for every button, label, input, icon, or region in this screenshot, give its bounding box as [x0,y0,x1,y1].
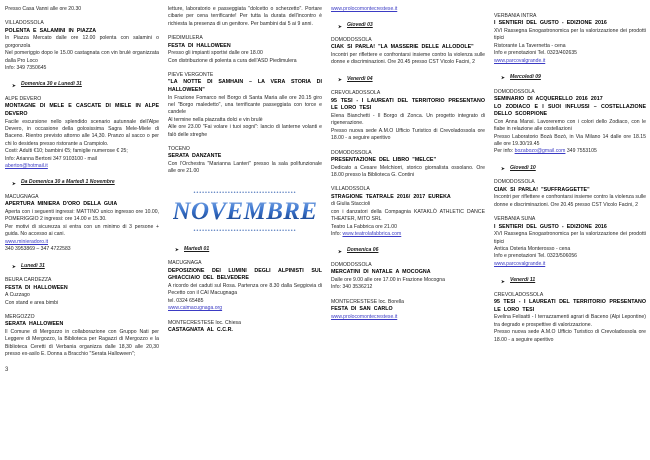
event-title: DEPOSIZIONE DEI LUMINI DEGLI ALPINISTI SUL GHIACCIAIO DEL BELVEDERE [168,267,322,282]
event-detail: Teatro La Fabbrica ore 21.00 [331,223,397,230]
event-title: FESTA DI HALLOWEEN [5,284,68,291]
event-detail: di Giulia Staccioli [331,201,371,208]
event-detail: Ristorante La Tavernetta - cena [494,42,566,49]
event-location: TOCENO [168,146,190,153]
event-detail: Info: 340 3536212 [331,284,373,291]
event-title: MERCATINI DI NATALE A MOCOGNA [331,269,431,276]
event-location: MACUGNAGA [168,260,202,267]
event-detail: Incontri per riflettere e confrontarsi insieme contro la violenza sulle donne e discriminazioni. Ore 20.45 presso CST Vicolo Facini, 2 [494,194,646,208]
event-location: DOMODOSSOLA [331,37,372,43]
event-link[interactable]: www.prolocomontecrestese.it [331,313,398,320]
event-detail: tel. 0324 65485 [168,297,204,304]
date-heading: ➤ Da Domenica 30 a Martedì 1 Novembre [21,179,159,187]
event-link[interactable]: www.parcovalgrande.it [494,57,546,64]
detail-suffix: 349 7553105 [565,148,597,155]
event-title: APERTURA MINIERA D'ORO DELLA GUIA [5,201,118,208]
event-link[interactable]: www.parcovalgrande.it [494,260,546,267]
event-title: FESTA DI HALLOWEEN [168,42,231,49]
event-location: DOMODOSSOLA [331,262,372,269]
event-detail: Evelina Felisatti - I terrazzamenti agrari di Baceno (Alpi Lepontine) tra degrado e prospettive di valorizzazione. [494,314,646,328]
event-detail: Nel pomeriggio dopo le 15.00 castagnata con vin brulé organizzata dalla Pro Loco [5,50,159,64]
event-location: MERGOZZO [5,313,35,320]
banner-divider-bottom: •••••••••••••••••••••••••••••••••••• [193,227,297,234]
column-3 [331,6,485,454]
date-heading: ➤ Giovedì 10 [510,165,646,173]
column-layout [5,6,645,454]
event-title: SEMINARIO DI ACQUERELLO 2016 2017 [494,96,603,103]
event-detail: letture, laboratorio e passeggiata "dolcetto o scherzetto". Portare cibarie per cena terrificante! Per tutta la durata dell'incontro è richiesta la presenza di un genitore. Per bambini dai 5 ai 9 anni. [168,6,322,27]
event-detail: In Piazza Mercato dalle ore 12.00 polenta con salamini o gorgonzola [5,35,159,49]
event-title: CIAK SI PARLA! "LA MASSERIE DELLE ALLODOLE" [331,44,474,51]
event-detail: Costi: Adulti €10; bambini €5; famiglie numerose € 25; [5,148,128,155]
event-location: VILLADOSSOLA [331,186,370,193]
date-heading: ➤ Domenica 06 [347,247,485,255]
date-heading: ➤ Lunedì 31 [21,263,159,271]
event-location: VERBANIA INTRA [494,13,537,19]
event-detail: con i danzatori della Compagnia KATAKLÒ ATHLETIC DANCE THEATER, MITO SRL [331,208,485,223]
event-link[interactable]: www.prolocomontecrestese.it [331,6,398,12]
event-detail: Dalle ore 9.00 alle ore 17.00 in Frazione Mocogna [331,277,445,284]
event-location: CREVOLADOSSOLA [331,90,381,97]
event-detail: Facile escursione nello splendido scenario autunnale dell'Alpe Devero, in occasione della golosissima Sagra Mele-Miele di Baceno. Rientro previsto attorno alle 14,30. Pranzo al sacco o per chi lo desidera presso ristorante a Crampiolo. [5,118,159,147]
event-link[interactable]: www.minieradoro.it [5,238,49,245]
event-detail: Incontri per riflettere e confrontarsi insieme contro la violenza sulle donne e discriminazioni. Ore 20.45 presso CST Vicolo Facini, 2 [331,52,485,66]
event-detail: Info: 349 7350645 [5,65,47,72]
event-location: MONTECRESTESE loc. Chiesa [168,319,241,326]
event-detail: XVI Rassegna Enogastronomica per la valorizzazione dei prodotti tipici [494,231,646,245]
detail-prefix: Per info: [494,148,515,155]
event-title: MONTAGNE DI MELE E CASCATE DI MIELE IN ALPE DEVERO [5,103,159,118]
event-title: CIAK SI PARLA! "SUFFRAGGETTE" [494,186,590,193]
event-detail: Con stand e area bimbi [5,299,59,306]
event-detail: Info: Arianna Bertoni 347 9103100 - mail [5,155,97,162]
event-title: POLENTA E SALAMINI IN PIAZZA [5,27,97,34]
event-detail: Con Anna Mansi. Lavoreremo con i colori dello Zodiaco, con le fiabe in relazione alle costellazioni [494,118,646,133]
column-1 [5,6,159,454]
event-title: PRESENTAZIONE DEL LIBRO "MELCE" [331,157,437,164]
date-heading: ➤ Venerdì 11 [510,277,646,285]
event-detail: Presso nuova sede A.M.O Ufficio Turistico di Crevoladossola ore 18.00 - a seguire aperitivo [331,127,485,142]
event-detail: 340 3953869 – 347 4722583 [5,246,71,253]
event-title: STRAGIONE TEATRALE 2016/ 2017 EUREKA [331,193,451,200]
event-detail: XVI Rassegna Enogastronomica per la valorizzazione dei prodotti tipici [494,28,646,42]
date-heading: ➤ Venerdì 04 [347,76,485,84]
event-detail: A ricordo dei caduti sul Rosa. Partenza ore 8.30 dalla Seggiovia di Pecetto con il CAI Macugnaga [168,283,322,297]
event-location: VERBANIA SUNA [494,216,536,223]
month-banner [168,190,322,234]
detail-prefix: Info: [331,231,343,238]
event-title: CASTAGNATA AL C.C.R. [168,327,233,334]
event-detail: Presso Laboratorio Bozà Bozò, in Via Milano 14 dalle ore 18.15 alle ore 19.30/19.45 [494,133,646,148]
event-detail: Alle ore 23.00 "Fai volare i tuoi sogni": lancio di lanterne volanti e falò delle streghe [168,124,322,138]
event-location: MACUGNAGA [5,194,39,201]
event-location: PIEVE VERGONTE [168,72,214,79]
event-title: I SENTIERI DEL GUSTO - EDIZIONE 2016 [494,223,607,230]
event-title: I SENTIERI DEL GUSTO - EDIZIONE 2016 [494,20,607,27]
event-detail: Dedicato a Cesare Melchiorri, storico giornalista ossolano. Ore 18.00 presso la Biblioteca G. Contini [331,164,485,179]
event-detail: Antica Osteria Monterosso - cena [494,246,571,253]
event-location: DOMODOSSOLA [494,179,535,186]
page-number: 3 [5,366,9,373]
event-detail: Con distribuzione di polenta a cura dell'ASD Piedimulera [168,57,297,64]
event-detail: A Cuzzago [5,292,30,299]
event-title: 95 TESI - I LAUREATI DEL TERRITORIO PRESENTANO LE LORO TESI [331,97,485,112]
event-detail: Aperta con i seguenti ingressi: MATTINO unico ingresso ore 10.00, POMERIGGIO 2 ingressi: ore 14.00 e 15.30. [5,209,159,223]
event-detail-with-link [331,231,485,238]
event-detail: Info e prenotazioni Tel. 0323/402635 [494,50,578,57]
date-heading: ➤ Martedì 01 [184,246,322,254]
date-heading: ➤ Mercoledì 09 [510,74,646,82]
event-detail: Presso nuova sede A.M.O Ufficio Turistico di Crevoladossola ore 18.00 - a seguire aperitivo [494,329,646,343]
event-detail: Presso Casa Vanni alle ore 20.30 [5,6,82,12]
event-detail: Presso gli impianti sportivi dalle ore 18.00 [168,50,263,57]
event-link[interactable]: www.teatrolafabbrica.com [342,231,402,238]
column-2 [168,6,322,454]
event-location: CREVOLADOSSOLA [494,291,544,298]
banner-divider-top: •••••••••••••••••••••••••••••••••••• [193,189,297,196]
event-title: "LA NOTTE DI SAMHAIN – LA VERA STORIA DI HALLOWEEN" [168,79,322,94]
event-detail: In Frazione Fomarco nel Borgo di Santa Maria alle ore 20.15 giro nel "Borgo maledetto", una terrificante passeggiata con torce e candele [168,94,322,116]
event-detail: Con l'Orchestra "Marianna Lanteri" presso la sala polifunzionale alle ore 21.00 [168,161,322,175]
event-title: FESTA DI SAN CARLO [331,306,393,313]
event-link[interactable]: bozabozo@gmail.com [514,148,566,155]
event-location: ALPE DEVERO [5,96,42,103]
event-location: VILLADOSSOLA [5,20,44,27]
event-detail: Per motivi di sicurezza si entra con un minimo di 3 persone + guida. No accesso ai cani. [5,223,159,238]
event-detail: Elena Bianchetti - Il Borgo di Zonca. Un progetto integrato di rigenerazione. [331,113,485,127]
event-location: DOMODOSSOLA [331,149,372,156]
date-heading: ➤ Domenica 30 e Lunedì 31 [21,81,159,89]
event-title: SERATA HALLOWEEN [5,321,64,328]
event-location: BEURA CARDEZZA [5,277,52,284]
event-title: SERATA DANZANTE [168,153,222,160]
column-4 [494,6,646,454]
date-heading: ➤ Giovedì 03 [347,22,485,30]
event-location: DOMODOSSOLA [494,88,535,95]
event-location: MONTECRESTESE loc. Borella [331,298,404,305]
event-detail: Al termine nella piazzatta dolci e vin brulè [168,116,263,123]
event-title: 95 TESI - I LAUREATI DEL TERRITORIO PRESENTANO LE LORO TESI [494,299,646,313]
event-link[interactable]: www.caimacugnaga.org [168,305,223,312]
event-detail: Il Comune di Mergozzo in collaborazione con Gruppo Nati per Leggere di Mergozzo, la Biblioteca per Ragazzi di Mergozzo e la Biblioteca Ceretti di Verbania organizza dalle 18,30 alle 20,30 presso ex-asilo E. Donna a Bracchio "Serata Halloween"; [5,328,159,358]
event-detail: Info e prenotazioni Tel. 0323/506056 [494,253,578,260]
event-location: PIEDIMULERA [168,35,203,42]
event-title: LO ZODIACO E I SUOI INFLUSSI – COSTELLAZIONE DELLO SCORPIONE [494,103,646,118]
event-link[interactable]: aberton@hotmail.it [5,163,48,170]
month-title: NOVEMBRE [173,196,318,228]
event-detail-with-link [494,148,646,155]
